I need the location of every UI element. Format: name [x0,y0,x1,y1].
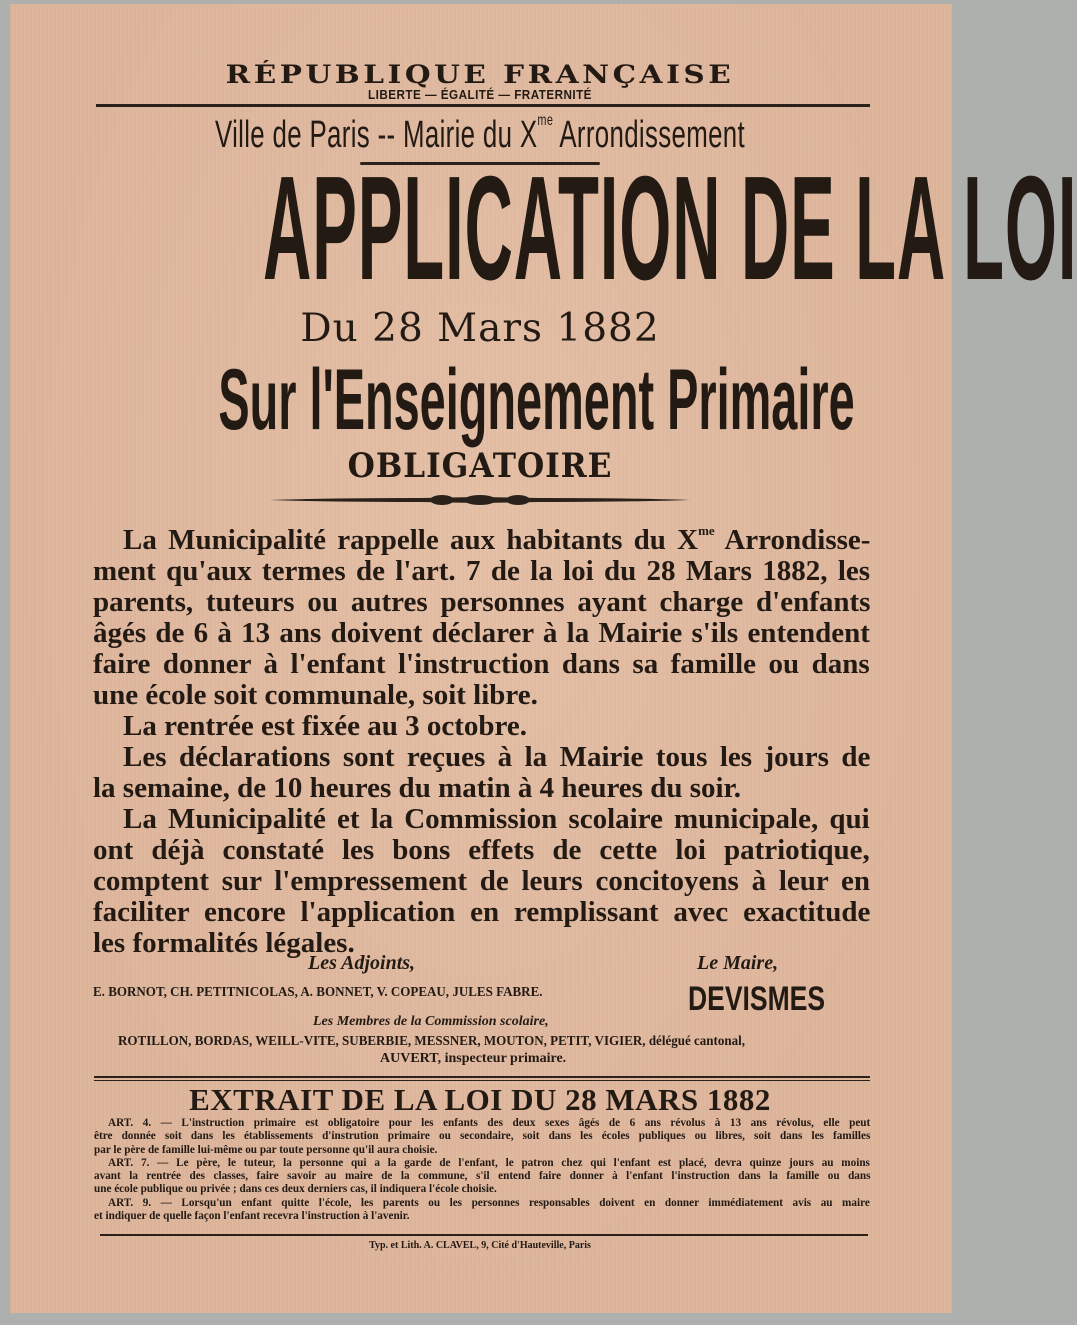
body-line: les formalités légales. [93,927,355,959]
commission-names: ROTILLON, BORDAS, WEILL-VITE, SUBERBIE, MESSNER, MOUTON, PETIT, VIGIER, délégué cantonal, [118,1034,746,1049]
adjoints-label: Les Adjoints, [308,952,416,974]
body-line: parents, tuteurs ou autres personnes ayant charge d'enfants [93,586,871,618]
ville-label: Ville de Paris -- [214,114,403,156]
body-line: ment qu'aux termes de l'art. 7 de la loi du 28 Mars 1882, les [93,555,871,587]
maire-label: Le Maire, [697,952,779,974]
body-line: La Municipalité rappelle aux habitants du $X^{me}$ Arrondisse- [123,523,871,556]
national-motto: LIBERTE — ÉGALITÉ — FRATERNITÉ [368,87,592,102]
obligatoire-label: OBLIGATOIRE [347,446,613,486]
article-line: ART. 7. — Le père, le tuteur, la personne qui a la garde de l'enfant, le patron chez qui l'enfant est placé, devra quinze jours au moins [108,1156,870,1169]
article-line: avant la rentrée des classes, faire savoir au maire de la commune, s'il entend faire donner à l'enfant l'instruction dans la famille ou dans [94,1170,871,1183]
body-line: ont déjà constaté les bons effets de cette loi patriotique, [93,834,870,866]
ordinal-suffix: me [537,112,554,129]
body-line: La Municipalité et la Commission scolaire municipale, qui [123,803,870,835]
article-line: ART. 4. — L'instruction primaire est obligatoire pour les enfants des deux sexes âgés de 6 ans révolus à 13 ans révolus, elle peut [108,1117,871,1129]
extrait-top-rule [94,1076,870,1078]
extrait-title: EXTRAIT DE LA LOI DU 28 MARS 1882 [189,1082,771,1117]
body-line: la semaine, de 10 heures du matin à 4 heures du soir. [93,772,742,804]
law-subject: Sur l'Enseignement Primaire [218,352,855,448]
law-date: Du 28 Mars 1882 [300,306,660,351]
body-line: une école soit communale, soit libre. [93,679,538,711]
article-line: et indiquer de quelle façon l'enfant recevra l'instruction à l'avenir. [94,1210,410,1223]
article-line: être donnée soit dans les établissements d'instrution primaire ou secondaire, soit dans les écoles publiques ou libres, soit dans les familles [94,1130,871,1143]
article-line: ART. 9. — Lorsqu'un enfant quitte l'école, les parents ou les personnes responsables doivent en donner immédiatement avis au maire [108,1196,870,1209]
extrait-top-rule-2 [94,1080,870,1081]
announcement-body [93,515,870,959]
main-title: APPLICATION DE LA LOI [263,146,1077,311]
body-line: faciliter encore l'application en remplissant avec exactitude [93,896,871,928]
imprint-rule [100,1234,868,1236]
commission-names-continued: AUVERT, inspecteur primaire. [380,1051,567,1066]
adjoints-names: E. BORNOT, CH. PETITNICOLAS, A. BONNET, V. COPEAU, JULES FABRE. [93,985,543,1000]
article-line: par le père de famille lui-même ou par toute personne qu'il aura choisie. [94,1143,438,1156]
body-line: faire donner à l'enfant l'instruction dans sa famille ou dans [93,648,870,680]
republique-heading: RÉPUBLIQUE FRANÇAISE [225,60,735,89]
article-line: une école publique ou privée ; dans ces deux derniers cas, il indiquera l'école choisie. [94,1183,497,1196]
commission-label: Les Membres de la Commission scolaire, [313,1014,549,1029]
header-rule [96,104,870,107]
body-line: âgés de 6 à 13 ans doivent déclarer à la Mairie s'ils entendent [93,617,870,649]
body-line: Les déclarations sont reçues à la Mairie tous les jours de [123,741,871,773]
mairie-label: Mairie du X [402,114,538,156]
law-articles [94,1117,870,1223]
arrondissement-label: Arrondissement [553,114,746,156]
ornament-divider [270,493,690,507]
body-line: La rentrée est fixée au 3 octobre. [123,710,527,742]
maire-name: DEVISMES [688,980,826,1018]
body-line: comptent sur l'empressement de leurs concitoyens à leur en [93,865,870,897]
printer-imprint: Typ. et Lith. A. CLAVEL, 9, Cité d'Hauteville, Paris [369,1240,591,1251]
